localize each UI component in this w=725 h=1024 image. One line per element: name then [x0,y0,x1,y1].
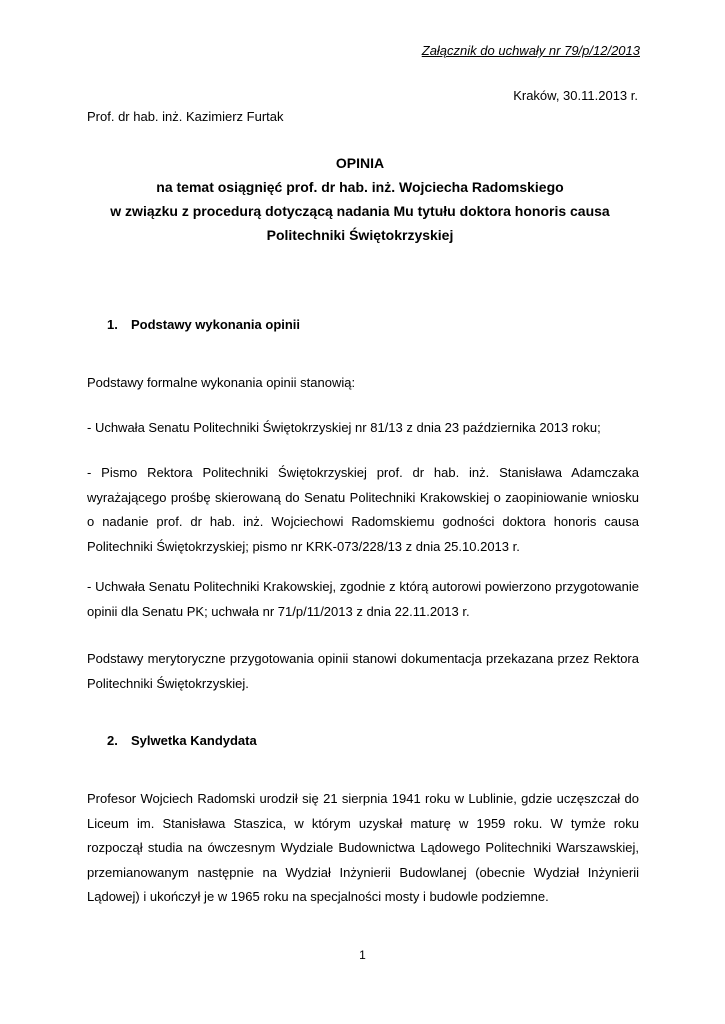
author-name: Prof. dr hab. inż. Kazimierz Furtak [87,109,284,124]
document-title [60,151,660,247]
title-line-4: Politechniki Świętokrzyskiej [266,227,454,243]
section-1-intro: Podstawy formalne wykonania opinii stanowią: [87,375,356,390]
basis-item-2: - Pismo Rektora Politechniki Świętokrzyskiej prof. dr hab. inż. Stanisława Adamczaka wyrażającego prośbę skierowaną do Senatu Politechniki Krakowskiej o zaopiniowanie wniosku o nadanie prof. dr hab. inż. Wojciechowi Radomskiemu godności doktora honoris causa Politechniki Świętokrzyskiej; pismo nr KRK-073/228/13 z dnia 25.10.2013 r. [87,465,639,554]
page-number: 1 [359,948,366,962]
basis-item-3: - Uchwała Senatu Politechniki Krakowskiej, zgodnie z którą autorowi powierzono przygotowanie opinii dla Senatu PK; uchwała nr 71/p/11/2013 z dnia 22.11.2013 r. [87,579,639,619]
title-line-1: OPINIA [335,155,385,171]
section-2-title: Sylwetka Kandydata [131,733,257,748]
section-1-title: Podstawy wykonania opinii [131,317,301,332]
basis-item-1: - Uchwała Senatu Politechniki Świętokrzyskiej nr 81/13 z dnia 23 października 2013 roku; [87,420,601,435]
section-1-heading [107,317,300,332]
place-and-date: Kraków, 30.11.2013 r. [513,88,638,103]
title-line-3: w związku z procedurą dotyczącą nadania Mu tytułu doktora honoris causa [110,203,610,219]
annex-reference: Załącznik do uchwały nr 79/p/12/2013 [421,43,640,58]
section-1-number: 1. [107,317,118,332]
section-1-closing: Podstawy merytoryczne przygotowania opinii stanowi dokumentacja przekazana przez Rektora Politechniki Świętokrzyskiej. [87,651,639,691]
section-2-heading [107,733,257,748]
section-2-number: 2. [107,733,118,748]
section-2-paragraph: Profesor Wojciech Radomski urodził się 21 sierpnia 1941 roku w Lublinie, gdzie uczęszczał do Liceum im. Stanisława Staszica, w którym uzyskał maturę w 1959 roku. W tymże roku rozpoczął studia na ówczesnym Wydziale Budownictwa Lądowego Politechniki Warszawskiej, przemianowanym następnie na Wydział Inżynierii Budowlanej (obecnie Wydział Inżynierii Lądowej) i ukończył je w 1965 roku na specjalności mosty i budowle podziemne. [87,791,639,904]
title-line-2: na temat osiągnięć prof. dr hab. inż. Wojciecha Radomskiego [156,179,564,195]
